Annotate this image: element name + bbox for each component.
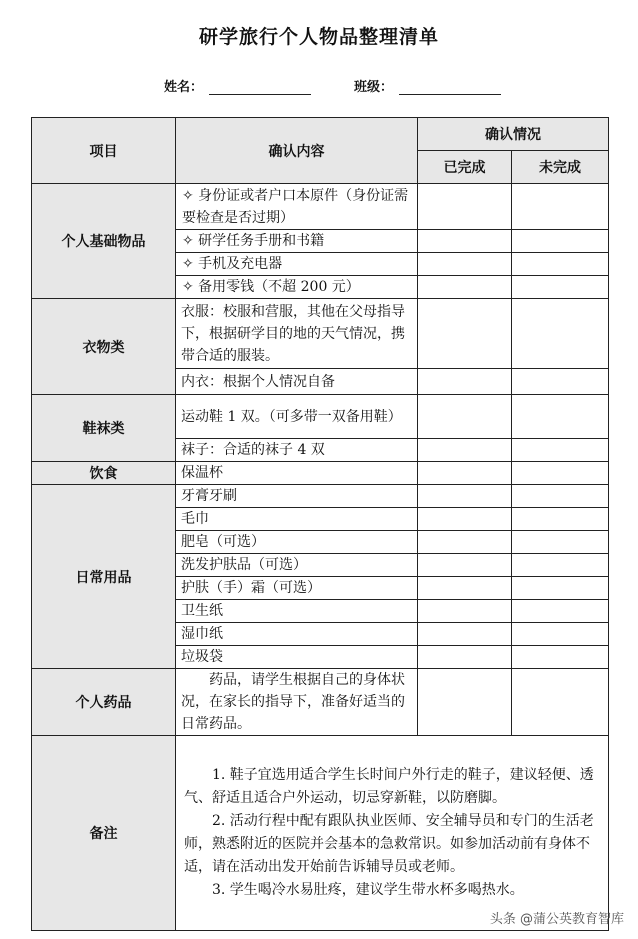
list-item: ✧ 身份证或者户口本原件（身份证需要检查是否过期） xyxy=(176,184,418,230)
list-item: 肥皂（可选） xyxy=(176,531,418,554)
list-item: ✧ 手机及充电器 xyxy=(176,253,418,276)
not-done-cell[interactable] xyxy=(512,485,609,508)
not-done-cell[interactable] xyxy=(512,299,609,369)
done-cell[interactable] xyxy=(418,531,512,554)
done-cell[interactable] xyxy=(418,253,512,276)
watermark: 头条 @蒲公英教育智库 xyxy=(489,912,624,927)
not-done-cell[interactable] xyxy=(512,184,609,230)
list-item: 保温杯 xyxy=(176,462,418,485)
done-cell[interactable] xyxy=(418,299,512,369)
not-done-cell[interactable] xyxy=(512,369,609,395)
list-item: 垃圾袋 xyxy=(176,646,418,669)
done-cell[interactable] xyxy=(418,369,512,395)
done-cell[interactable] xyxy=(418,600,512,623)
list-item: 护肤（手）霜（可选） xyxy=(176,577,418,600)
header-content: 确认内容 xyxy=(176,118,418,184)
name-blank[interactable] xyxy=(209,82,311,95)
done-cell[interactable] xyxy=(418,508,512,531)
list-item: 毛巾 xyxy=(176,508,418,531)
list-item: 洗发护肤品（可选） xyxy=(176,554,418,577)
done-cell[interactable] xyxy=(418,276,512,299)
header-done: 已完成 xyxy=(418,151,512,184)
done-cell[interactable] xyxy=(418,439,512,462)
not-done-cell[interactable] xyxy=(512,623,609,646)
done-cell[interactable] xyxy=(418,646,512,669)
not-done-cell[interactable] xyxy=(512,276,609,299)
done-cell[interactable] xyxy=(418,623,512,646)
header-not-done: 未完成 xyxy=(512,151,609,184)
done-cell[interactable] xyxy=(418,230,512,253)
done-cell[interactable] xyxy=(418,669,512,736)
header-item: 项目 xyxy=(32,118,176,184)
not-done-cell[interactable] xyxy=(512,577,609,600)
not-done-cell[interactable] xyxy=(512,531,609,554)
name-label: 姓名： xyxy=(164,80,204,95)
class-blank[interactable] xyxy=(399,82,501,95)
list-item: ✧ 备用零钱（不超 200 元） xyxy=(176,276,418,299)
not-done-cell[interactable] xyxy=(512,669,609,736)
done-cell[interactable] xyxy=(418,554,512,577)
class-label: 班级： xyxy=(354,80,394,95)
list-item: 袜子：合适的袜子 4 双 xyxy=(176,439,418,462)
list-item: 运动鞋 1 双。（可多带一双备用鞋） xyxy=(176,395,418,439)
list-item: 衣服：校服和营服，其他在父母指导下，根据研学目的地的天气情况，携带合适的服装。 xyxy=(176,299,418,369)
name-field xyxy=(164,76,311,95)
header-status: 确认情况 xyxy=(418,118,609,151)
not-done-cell[interactable] xyxy=(512,230,609,253)
not-done-cell[interactable] xyxy=(512,554,609,577)
not-done-cell[interactable] xyxy=(512,462,609,485)
category-food: 饮食 xyxy=(32,462,176,485)
done-cell[interactable] xyxy=(418,485,512,508)
list-item: ✧ 研学任务手册和书籍 xyxy=(176,230,418,253)
list-item: 卫生纸 xyxy=(176,600,418,623)
done-cell[interactable] xyxy=(418,462,512,485)
category-medicine: 个人药品 xyxy=(32,669,176,736)
list-item: 内衣：根据个人情况自备 xyxy=(176,369,418,395)
done-cell[interactable] xyxy=(418,184,512,230)
checklist-table xyxy=(31,117,609,931)
not-done-cell[interactable] xyxy=(512,600,609,623)
note-3: 3. 学生喝冷水易肚疼，建议学生带水杯多喝热水。 xyxy=(212,882,524,898)
note-2: 2. 活动行程中配有跟队执业医师、安全辅导员和专门的生活老师，熟悉附近的医院并会基本的急救常识。如参加活动前有身体不适，请在活动出发开始前告诉辅导员或老师。 xyxy=(184,813,594,875)
class-field xyxy=(354,76,501,95)
not-done-cell[interactable] xyxy=(512,646,609,669)
notes-cell xyxy=(176,736,609,931)
category-shoes-socks: 鞋袜类 xyxy=(32,395,176,462)
note-1: 1. 鞋子宜选用适合学生长时间户外行走的鞋子，建议轻便、透气、舒适且适合户外运动，切忌穿新鞋，以防磨脚。 xyxy=(184,767,594,806)
not-done-cell[interactable] xyxy=(512,439,609,462)
list-item: 牙膏牙刷 xyxy=(176,485,418,508)
category-basic: 个人基础物品 xyxy=(32,184,176,299)
category-daily-items: 日常用品 xyxy=(32,485,176,669)
not-done-cell[interactable] xyxy=(512,395,609,439)
list-item: 药品，请学生根据自己的身体状况，在家长的指导下，准备好适当的日常药品。 xyxy=(176,669,418,736)
done-cell[interactable] xyxy=(418,577,512,600)
list-item: 湿巾纸 xyxy=(176,623,418,646)
not-done-cell[interactable] xyxy=(512,253,609,276)
page-title: 研学旅行个人物品整理清单 xyxy=(198,26,439,48)
category-notes: 备注 xyxy=(32,736,176,931)
category-clothing: 衣物类 xyxy=(32,299,176,395)
not-done-cell[interactable] xyxy=(512,508,609,531)
done-cell[interactable] xyxy=(418,395,512,439)
